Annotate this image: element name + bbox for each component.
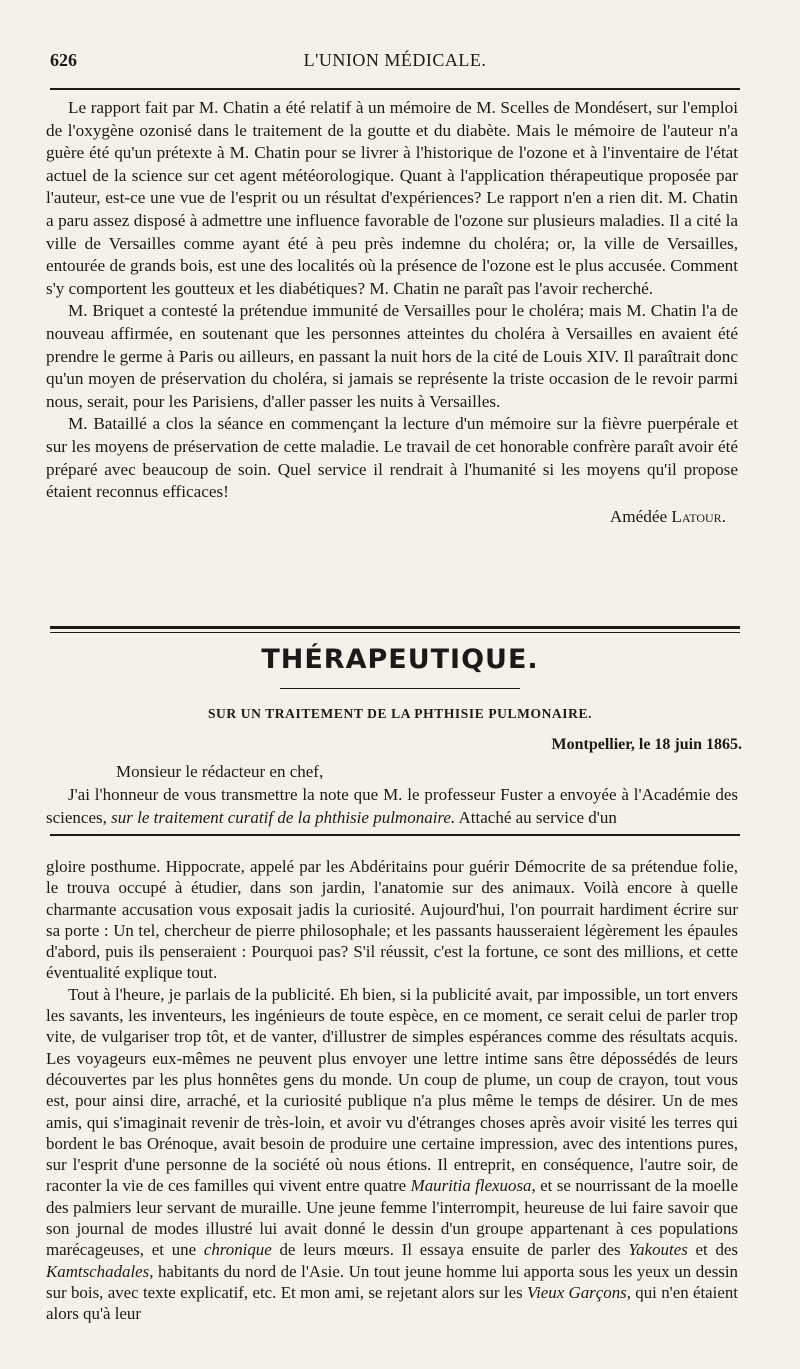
section-title: THÉRAPEUTIQUE. bbox=[261, 644, 539, 675]
feuilleton-paragraph-1: gloire posthume. Hippocrate, appelé par les Abdéritains pour guérir Démocrite de sa prétendue folie, le trouva occupé à étudier, dans son jardin, l'anatomie sur des animaux. Voilà encore à quelle charmante accusation vous exposait jadis la curiosité. Aujourd'hui, l'on pourrait hardiment écrire sur sa porte : Un tel, chercheur de pierre philosophale; et les passants hausseraient légèrement les épaules d'abord, puis ils penseraient : Pourquoi pas? S'il réussit, c'est la fortune, ce sont des millions, et cette éventualité explique tout. bbox=[46, 857, 738, 983]
paragraph-bataille: M. Bataillé a clos la séance en commençant la lecture d'un mémoire sur la fièvre puerpérale et sur les moyens de préservation de cette maladie. Le travail de cet honorable confrère paraît avoir été préparé avec beaucoup de soin. Quel service il rendrait à l'humanité si les moyens qu'il propose étaient reconnus efficaces! bbox=[46, 414, 738, 502]
article-title: SUR UN TRAITEMENT DE LA PHTHISIE PULMONAIRE. bbox=[207, 706, 593, 721]
header-rule bbox=[50, 88, 740, 90]
section-title-rule bbox=[280, 688, 520, 689]
signature-first-name: Amédée bbox=[609, 506, 668, 526]
feuilleton-paragraph-2: Tout à l'heure, je parlais de la publicité. Eh bien, si la publicité avait, par impossible, un tort envers les savants, les inventeurs, les ingénieurs de toute espèce, en ce moment, ce serait celui de parler trop vite, de vulgariser trop tôt, et de vanter, d'illustrer de simples espérances comme des résultats acquis. Les voyageurs eux-mêmes ne peuvent plus envoyer une lettre intime sans être dépossédés de leurs découvertes par les plus honnêtes gens du monde. Un coup de plume, un coup de crayon, tout vous est, pour ainsi dire, arraché, et la curiosité publique n'a plus même le temps de désirer. Un de mes amis, qui s'imaginait revenir de très-loin, et avoir vu d'étranges choses après avoir visité les terres qui bordent le bas Orénoque, avait besoin de produire une certaine impression, avec des intentions pures, sur l'esprit d'une personne de la société où nous étions. Il entreprit, en conséquence, l'autre soir, de raconter la vie de ces familles qui vivent entre quatre Mauritia flexuosa, et se nourrissant de la moelle des palmiers leur servant de muraille. Une jeune femme l'interrompit, heureuse de lui faire savoir que son journal de modes illustré lui avait donné le dessin d'un groupe appartenant à ces populations marécageuses, et une chronique de leurs mœurs. Il essaya ensuite de parler des Yakoutes et des Kamtschadales, habitants du nord de l'Asie. Un tout jeune homme lui apporta sous les yeux un dessin sur bois, avec texte explicatif, etc. Et mon ami, se rejetant alors sur les Vieux Garçons, qui n'en étaient alors qu'à leur bbox=[46, 984, 738, 1324]
dateline: Montpellier, le 18 juin 1865. bbox=[551, 736, 742, 753]
page-number: 626 bbox=[50, 50, 77, 70]
author-signature bbox=[46, 506, 738, 529]
section-rule-thin bbox=[50, 632, 740, 633]
salutation: Monsieur le rédacteur en chef, bbox=[116, 762, 324, 781]
paragraph-briquet: M. Briquet a contesté la prétendue immunité de Versailles pour le choléra; mais M. Chatin l'a de nouveau affirmée, en soutenant que les personnes atteintes du choléra à Versailles en avaient été prendre le germe à Paris ou ailleurs, en passant la nuit hors de la cité de Louis XIV. Il paraîtrait donc qu'un moyen de préservation du choléra, si jamais se représente la triste occasion de le revoir parmi nous, serait, pour les Parisiens, d'aller passer les nuits à Versailles. bbox=[46, 301, 738, 411]
feuilleton-text bbox=[46, 856, 738, 1325]
signature-last-name: Latour. bbox=[671, 506, 726, 526]
section-rule-thick bbox=[50, 626, 740, 629]
paragraph-ozone-report: Le rapport fait par M. Chatin a été relatif à un mémoire de M. Scelles de Mondésert, sur l'emploi de l'oxygène ozonisé dans le traitement de la goutte et du diabète. Mais le mémoire de l'auteur n'a guère été qu'un prétexte à M. Chatin pour se livrer à l'historique de l'ozone et à l'inventaire de l'état actuel de la science sur cet agent météorologique. Quant à l'application thérapeutique proposée par l'auteur, est-ce une vue de l'esprit ou un résultat d'expériences? Le rapport n'en a rien dit. M. Chatin a paru assez disposé à admettre une influence favorable de l'ozone sur plusieurs maladies. Il a cité la ville de Versailles comme ayant été à peu près indemne du choléra; or, la ville de Versailles, entourée de grands bois, est une des localités où la présence de l'ozone est le plus accusée. Comment s'y comportent les goutteux et les diabétiques? M. Chatin ne paraît pas l'avoir recherché. bbox=[46, 98, 738, 298]
running-title: L'UNION MÉDICALE. bbox=[303, 50, 487, 70]
lead-paragraph: J'ai l'honneur de vous transmettre la note que M. le professeur Fuster a envoyée à l'Académie des sciences, sur le traitement curatif de la phthisie pulmonaire. Attaché au service d'un bbox=[46, 785, 738, 827]
top-article bbox=[46, 97, 738, 528]
page-header bbox=[50, 50, 740, 80]
lead-italic: sur le traitement curatif de la phthisie pulmonaire. bbox=[111, 807, 456, 827]
feuilleton-rule bbox=[50, 834, 740, 836]
therapeutique-lead bbox=[46, 784, 738, 829]
